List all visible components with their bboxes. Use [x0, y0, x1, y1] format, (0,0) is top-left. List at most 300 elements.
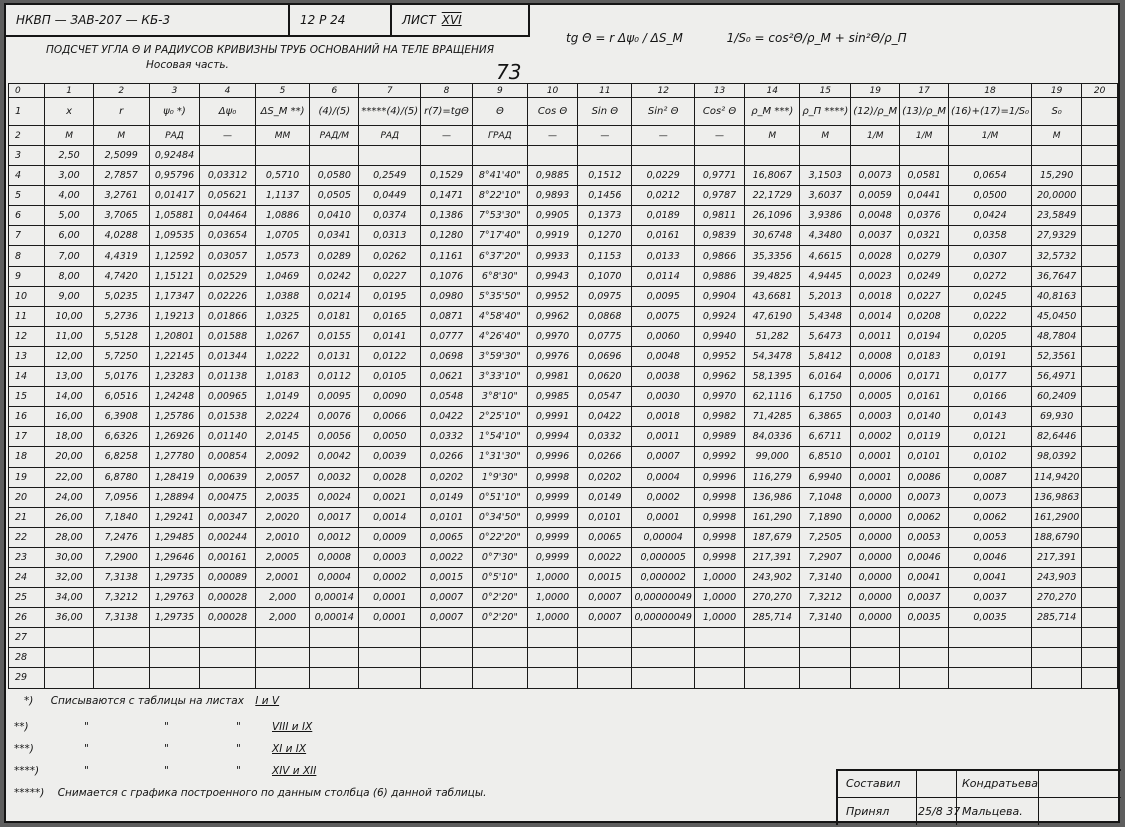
table-cell: 10,00 [45, 306, 93, 326]
table-cell: 0,0062 [900, 507, 949, 527]
table-cell: 0,9996 [527, 447, 577, 467]
table-cell: 0,000005 [632, 547, 694, 567]
table-cell: 0,0548 [421, 387, 473, 407]
series-code: 12 Р 24 [290, 5, 392, 37]
table-row [9, 547, 1118, 567]
table-cell: 6,6326 [93, 427, 149, 447]
column-number-row [9, 84, 1118, 98]
table-row [9, 266, 1118, 286]
table-cell: 0,0205 [949, 326, 1032, 346]
table-cell [694, 648, 744, 668]
table-cell [1082, 98, 1118, 126]
table-cell: 0,03057 [200, 246, 255, 266]
table-cell: 8°22'10" [472, 186, 527, 206]
accepted-by-label: Принял [846, 805, 890, 818]
table-cell: 0,0004 [310, 567, 359, 587]
table-cell: 0,9952 [694, 346, 744, 366]
table-cell: 0,0028 [851, 246, 900, 266]
table-cell [1082, 407, 1118, 427]
table-cell: 62,1116 [745, 387, 800, 407]
table-cell: 0,0000 [851, 487, 900, 507]
table-cell: 3°33'10" [472, 367, 527, 387]
footnote-1-text: Списываются с таблицы на листах [50, 695, 244, 707]
row-number-cell: 8 [9, 246, 45, 266]
table-cell [421, 668, 473, 688]
table-cell: 36,7647 [1031, 266, 1081, 286]
ditto-mark: " [164, 721, 169, 733]
table-row [9, 387, 1118, 407]
table-row [9, 628, 1118, 648]
table-cell: 39,4825 [745, 266, 800, 286]
table-cell: — [632, 126, 694, 146]
header-strip [6, 5, 530, 37]
table-cell [255, 648, 310, 668]
table-cell [1082, 547, 1118, 567]
table-cell: 0,0698 [421, 346, 473, 366]
table-cell: 0,0000 [851, 507, 900, 527]
footnote-4-refs: XIV и XII [272, 765, 317, 777]
table-cell: 0,9919 [527, 226, 577, 246]
table-cell: 6,8258 [93, 447, 149, 467]
title-line-1: ПОДСЧЕТ УГЛА Θ И РАДИУСОВ КРИВИЗНЫ ТРУБ ОСНОВАНИЙ НА ТЕЛЕ ВРАЩЕНИЯ [46, 44, 495, 56]
footnote-3-mark: ***) [14, 743, 34, 755]
table-row [9, 507, 1118, 527]
table-cell: 0,0023 [851, 266, 900, 286]
table-cell: 1/М [900, 126, 949, 146]
table-cell: М [45, 126, 93, 146]
table-cell: 28,00 [45, 527, 93, 547]
table-cell [632, 648, 694, 668]
table-cell: 0,95796 [149, 166, 200, 186]
table-cell: 5,0176 [93, 367, 149, 387]
table-cell: 54,3478 [745, 346, 800, 366]
table-cell: 161,290 [745, 507, 800, 527]
table-cell: 0,0002 [632, 487, 694, 507]
sheet-number: XVI [441, 13, 462, 27]
table-cell: 1,29646 [149, 547, 200, 567]
table-cell [1082, 126, 1118, 146]
table-cell: 0,0002 [851, 427, 900, 447]
table-cell: 6°37'20" [472, 246, 527, 266]
table-cell: 0,0376 [900, 206, 949, 226]
table-cell: 5,4348 [800, 306, 851, 326]
table-cell: 4,9445 [800, 266, 851, 286]
table-cell: 2,0005 [255, 547, 310, 567]
table-cell: 0,0015 [578, 567, 632, 587]
footnote-2-mark: **) [14, 721, 29, 733]
table-cell: 0,9985 [527, 387, 577, 407]
table-cell: 1,0886 [255, 206, 310, 226]
table-cell: 0,0620 [578, 367, 632, 387]
document-code: НКВП — ЗАВ-207 — КБ-3 [6, 5, 290, 37]
table-cell: 0,0580 [310, 166, 359, 186]
sheet-number-cell [392, 5, 530, 37]
table-cell [527, 648, 577, 668]
table-cell: 270,270 [745, 588, 800, 608]
table-cell: 0,0002 [359, 567, 421, 587]
table-cell: 0,0696 [578, 346, 632, 366]
table-cell: ψ₀ *) [149, 98, 200, 126]
ditto-mark: " [164, 743, 169, 755]
table-cell: 0,1280 [421, 226, 473, 246]
table-cell: 0,0112 [310, 367, 359, 387]
table-cell: 0,9998 [694, 487, 744, 507]
table-cell: 0,9970 [694, 387, 744, 407]
table-cell: 0,0076 [310, 407, 359, 427]
table-cell: 0,0140 [900, 407, 949, 427]
table-cell: 0,0332 [421, 427, 473, 447]
table-cell: 0,0122 [359, 346, 421, 366]
table-cell: 1,0222 [255, 346, 310, 366]
table-cell: 2 [93, 84, 149, 98]
table-cell [851, 668, 900, 688]
table-cell: 0,00000049 [632, 608, 694, 628]
table-cell: 0,9885 [527, 166, 577, 186]
table-cell: 6,0516 [93, 387, 149, 407]
table-cell [1082, 306, 1118, 326]
table-row [9, 306, 1118, 326]
table-cell: 15 [800, 84, 851, 98]
table-cell [255, 668, 310, 688]
table-cell: 7,2505 [800, 527, 851, 547]
table-cell: 20,0000 [1031, 186, 1081, 206]
table-cell: 5,2736 [93, 306, 149, 326]
table-cell: 58,1395 [745, 367, 800, 387]
table-cell: 0,0000 [851, 527, 900, 547]
table-cell: 0,0242 [310, 266, 359, 286]
formula-block [566, 31, 907, 45]
table-cell: 0,0133 [632, 246, 694, 266]
table-cell: 0,0332 [578, 427, 632, 447]
table-cell: 0,9992 [694, 447, 744, 467]
table-cell: 0,0245 [949, 286, 1032, 306]
table-cell [1082, 226, 1118, 246]
handwritten-page-mark: 73 [496, 60, 522, 84]
table-cell: 0,0202 [578, 467, 632, 487]
table-cell: ММ [255, 126, 310, 146]
table-cell [694, 146, 744, 166]
table-cell: 24,00 [45, 487, 93, 507]
table-cell: 2,0145 [255, 427, 310, 447]
table-cell: 0,9999 [527, 507, 577, 527]
table-cell: 43,6681 [745, 286, 800, 306]
table-cell [1082, 507, 1118, 527]
table-cell: 0,1153 [578, 246, 632, 266]
row-number-cell: 27 [9, 628, 45, 648]
table-cell: 0,0024 [310, 487, 359, 507]
table-row [9, 487, 1118, 507]
table-cell: 0,0547 [578, 387, 632, 407]
table-cell: 243,902 [745, 567, 800, 587]
table-cell: 0,0011 [851, 326, 900, 346]
title-line-2: Носовая часть. [146, 59, 229, 71]
calculation-table [8, 83, 1118, 689]
table-cell: 1,29763 [149, 588, 200, 608]
table-row [9, 186, 1118, 206]
table-cell: 0,00475 [200, 487, 255, 507]
table-cell [1082, 668, 1118, 688]
table-cell: 0,1471 [421, 186, 473, 206]
table-cell [421, 648, 473, 668]
table-cell: 0,0037 [900, 588, 949, 608]
table-cell: 0,0095 [632, 286, 694, 306]
signature-block [836, 769, 1121, 825]
table-cell: 0,0161 [632, 226, 694, 246]
table-cell: 0,0073 [949, 487, 1032, 507]
table-cell: 0,0015 [421, 567, 473, 587]
table-cell: 188,6790 [1031, 527, 1081, 547]
footnote-5-mark: *****) [14, 787, 45, 799]
table-cell [1031, 146, 1081, 166]
table-cell [851, 648, 900, 668]
table-cell: 3,00 [45, 166, 93, 186]
row-number-cell: 22 [9, 527, 45, 547]
table-cell: 0,0001 [359, 608, 421, 628]
table-cell: 5,0235 [93, 286, 149, 306]
table-cell [1082, 286, 1118, 306]
table-cell [900, 628, 949, 648]
table-cell [1082, 608, 1118, 628]
table-cell: 19 [851, 84, 900, 98]
table-row [9, 367, 1118, 387]
table-cell: 0,9981 [527, 367, 577, 387]
table-cell: 1,19213 [149, 306, 200, 326]
table-cell: М [93, 126, 149, 146]
row-number-cell: 5 [9, 186, 45, 206]
table-cell: 0,0018 [632, 407, 694, 427]
table-cell: ρ_П ****) [800, 98, 851, 126]
footnote-5-text: Снимается с графика построенного по данным столбца (6) данной таблицы. [57, 787, 487, 799]
table-cell [949, 648, 1032, 668]
table-cell: 1 [45, 84, 93, 98]
table-cell: 0,9970 [527, 326, 577, 346]
table-cell: 1,0573 [255, 246, 310, 266]
composed-by-label: Составил [846, 777, 901, 790]
table-cell: 0,9893 [527, 186, 577, 206]
table-cell: 0,00347 [200, 507, 255, 527]
table-cell: 0,0441 [900, 186, 949, 206]
footnote-1-mark: *) [24, 695, 34, 707]
table-cell: 0°51'10" [472, 487, 527, 507]
footnote-2 [14, 721, 313, 733]
table-row [9, 246, 1118, 266]
table-cell: 0,0046 [900, 547, 949, 567]
table-cell: 5,2013 [800, 286, 851, 306]
table-cell [745, 648, 800, 668]
table-cell: 0,0313 [359, 226, 421, 246]
table-cell: 0,0004 [632, 467, 694, 487]
table-cell: — [578, 126, 632, 146]
table-cell: 0,9886 [694, 266, 744, 286]
table-cell: 7,2900 [93, 547, 149, 567]
table-cell: 0,0266 [578, 447, 632, 467]
table-cell [1031, 628, 1081, 648]
table-row [9, 527, 1118, 547]
table-cell: 1°9'30" [472, 467, 527, 487]
table-cell [359, 648, 421, 668]
table-cell [149, 628, 200, 648]
table-cell: 0,0022 [578, 547, 632, 567]
table-cell: 0,0161 [900, 387, 949, 407]
table-cell: 0,0037 [949, 588, 1032, 608]
table-body [9, 84, 1118, 689]
table-cell: 6,9940 [800, 467, 851, 487]
table-cell: М [800, 126, 851, 146]
table-cell [578, 146, 632, 166]
table-cell: 18,00 [45, 427, 93, 447]
footnote-1 [24, 695, 279, 707]
table-cell: Cos Θ [527, 98, 577, 126]
table-cell: 0,0007 [578, 588, 632, 608]
table-cell: 0,0777 [421, 326, 473, 346]
table-cell: 0,00004 [632, 527, 694, 547]
footnote-4-mark: ****) [14, 765, 40, 777]
table-cell: 11 [578, 84, 632, 98]
table-cell: 9,00 [45, 286, 93, 306]
table-cell: 0,0131 [310, 346, 359, 366]
table-cell [1031, 668, 1081, 688]
table-cell: 7,3140 [800, 567, 851, 587]
table-cell: 136,986 [745, 487, 800, 507]
table-cell: 0,01866 [200, 306, 255, 326]
table-cell: 5,7250 [93, 346, 149, 366]
table-cell: 1,22145 [149, 346, 200, 366]
table-cell: 0,0000 [851, 567, 900, 587]
table-cell [1082, 567, 1118, 587]
table-cell: 0,0008 [851, 346, 900, 366]
table-cell [900, 648, 949, 668]
table-cell: 0,0341 [310, 226, 359, 246]
table-cell [45, 628, 93, 648]
table-cell: 0,0119 [900, 427, 949, 447]
table-cell [472, 648, 527, 668]
table-cell: 0,0181 [310, 306, 359, 326]
table-cell: 0,9989 [694, 427, 744, 447]
table-cell: 0,0000 [851, 608, 900, 628]
row-number-cell: 26 [9, 608, 45, 628]
table-cell: 30,6748 [745, 226, 800, 246]
table-cell: 2°25'10" [472, 407, 527, 427]
table-cell: 0,0214 [310, 286, 359, 306]
table-row [9, 467, 1118, 487]
table-cell: — [421, 126, 473, 146]
table-cell: 1,0000 [527, 588, 577, 608]
table-cell: 0,0868 [578, 306, 632, 326]
table-cell: 35,3356 [745, 246, 800, 266]
table-cell: 12 [632, 84, 694, 98]
row-number-cell: 6 [9, 206, 45, 226]
table-row [9, 447, 1118, 467]
table-cell: 8°41'40" [472, 166, 527, 186]
table-cell: 0,0053 [949, 527, 1032, 547]
table-cell [1082, 387, 1118, 407]
table-cell: 0,0101 [900, 447, 949, 467]
table-cell: 0,0003 [359, 547, 421, 567]
table-cell: 20 [1082, 84, 1118, 98]
table-cell: 1,0388 [255, 286, 310, 306]
table-cell: 217,391 [1031, 547, 1081, 567]
table-cell: 0,0022 [421, 547, 473, 567]
table-cell [851, 146, 900, 166]
table-cell: 1,0325 [255, 306, 310, 326]
table-cell: 1,0149 [255, 387, 310, 407]
table-cell: 1,23283 [149, 367, 200, 387]
table-cell: 20,00 [45, 447, 93, 467]
table-cell: 0,9940 [694, 326, 744, 346]
table-cell [632, 668, 694, 688]
table-cell [310, 628, 359, 648]
table-cell: 1°31'30" [472, 447, 527, 467]
table-cell: — [527, 126, 577, 146]
table-cell: 0,0212 [632, 186, 694, 206]
table-cell: 0,92484 [149, 146, 200, 166]
table-cell: 0,0012 [310, 527, 359, 547]
table-cell: 0,9933 [527, 246, 577, 266]
table-cell: 0,0262 [359, 246, 421, 266]
table-cell: 40,8163 [1031, 286, 1081, 306]
table-cell: 0,00028 [200, 588, 255, 608]
table-cell: 114,9420 [1031, 467, 1081, 487]
row-number-cell: 24 [9, 567, 45, 587]
column-heading-row [9, 98, 1118, 126]
table-cell: 1,28894 [149, 487, 200, 507]
table-cell: 0,0581 [900, 166, 949, 186]
row-number-cell: 19 [9, 467, 45, 487]
table-cell: Sin Θ [578, 98, 632, 126]
table-cell: 0,00014 [310, 608, 359, 628]
table-cell: 26,1096 [745, 206, 800, 226]
table-cell: 0,0030 [632, 387, 694, 407]
ditto-mark: " [236, 721, 241, 733]
table-cell: 45,0450 [1031, 306, 1081, 326]
table-row [9, 206, 1118, 226]
table-cell: 0,0073 [900, 487, 949, 507]
table-cell: 0,0101 [421, 507, 473, 527]
row-number-cell: 4 [9, 166, 45, 186]
table-cell: 0,0229 [632, 166, 694, 186]
table-cell: 0,9787 [694, 186, 744, 206]
footnote-5 [14, 787, 486, 799]
table-row [9, 226, 1118, 246]
table-cell [310, 648, 359, 668]
row-number-cell: 7 [9, 226, 45, 246]
row-number-cell: 1 [9, 98, 45, 126]
table-row [9, 588, 1118, 608]
table-cell: 5,6473 [800, 326, 851, 346]
table-cell: 10 [527, 84, 577, 98]
table-cell: 26,00 [45, 507, 93, 527]
table-cell: 0,9991 [527, 407, 577, 427]
table-cell: 2,0035 [255, 487, 310, 507]
table-cell: 0,0007 [632, 447, 694, 467]
table-cell: 22,1729 [745, 186, 800, 206]
table-cell: 0,0195 [359, 286, 421, 306]
table-cell: 161,2900 [1031, 507, 1081, 527]
table-cell: 0,0000 [851, 588, 900, 608]
table-cell [1082, 467, 1118, 487]
table-cell [149, 668, 200, 688]
table-cell [149, 648, 200, 668]
row-number-cell: 3 [9, 146, 45, 166]
table-cell [1082, 186, 1118, 206]
table-cell: 0,0114 [632, 266, 694, 286]
table-cell: 0,0202 [421, 467, 473, 487]
table-cell: 4,3480 [800, 226, 851, 246]
table-cell: r(7)=tgΘ [421, 98, 473, 126]
table-cell [93, 668, 149, 688]
accepted-by-name: Мальцева. [962, 805, 1023, 818]
table-cell: 0°5'10" [472, 567, 527, 587]
